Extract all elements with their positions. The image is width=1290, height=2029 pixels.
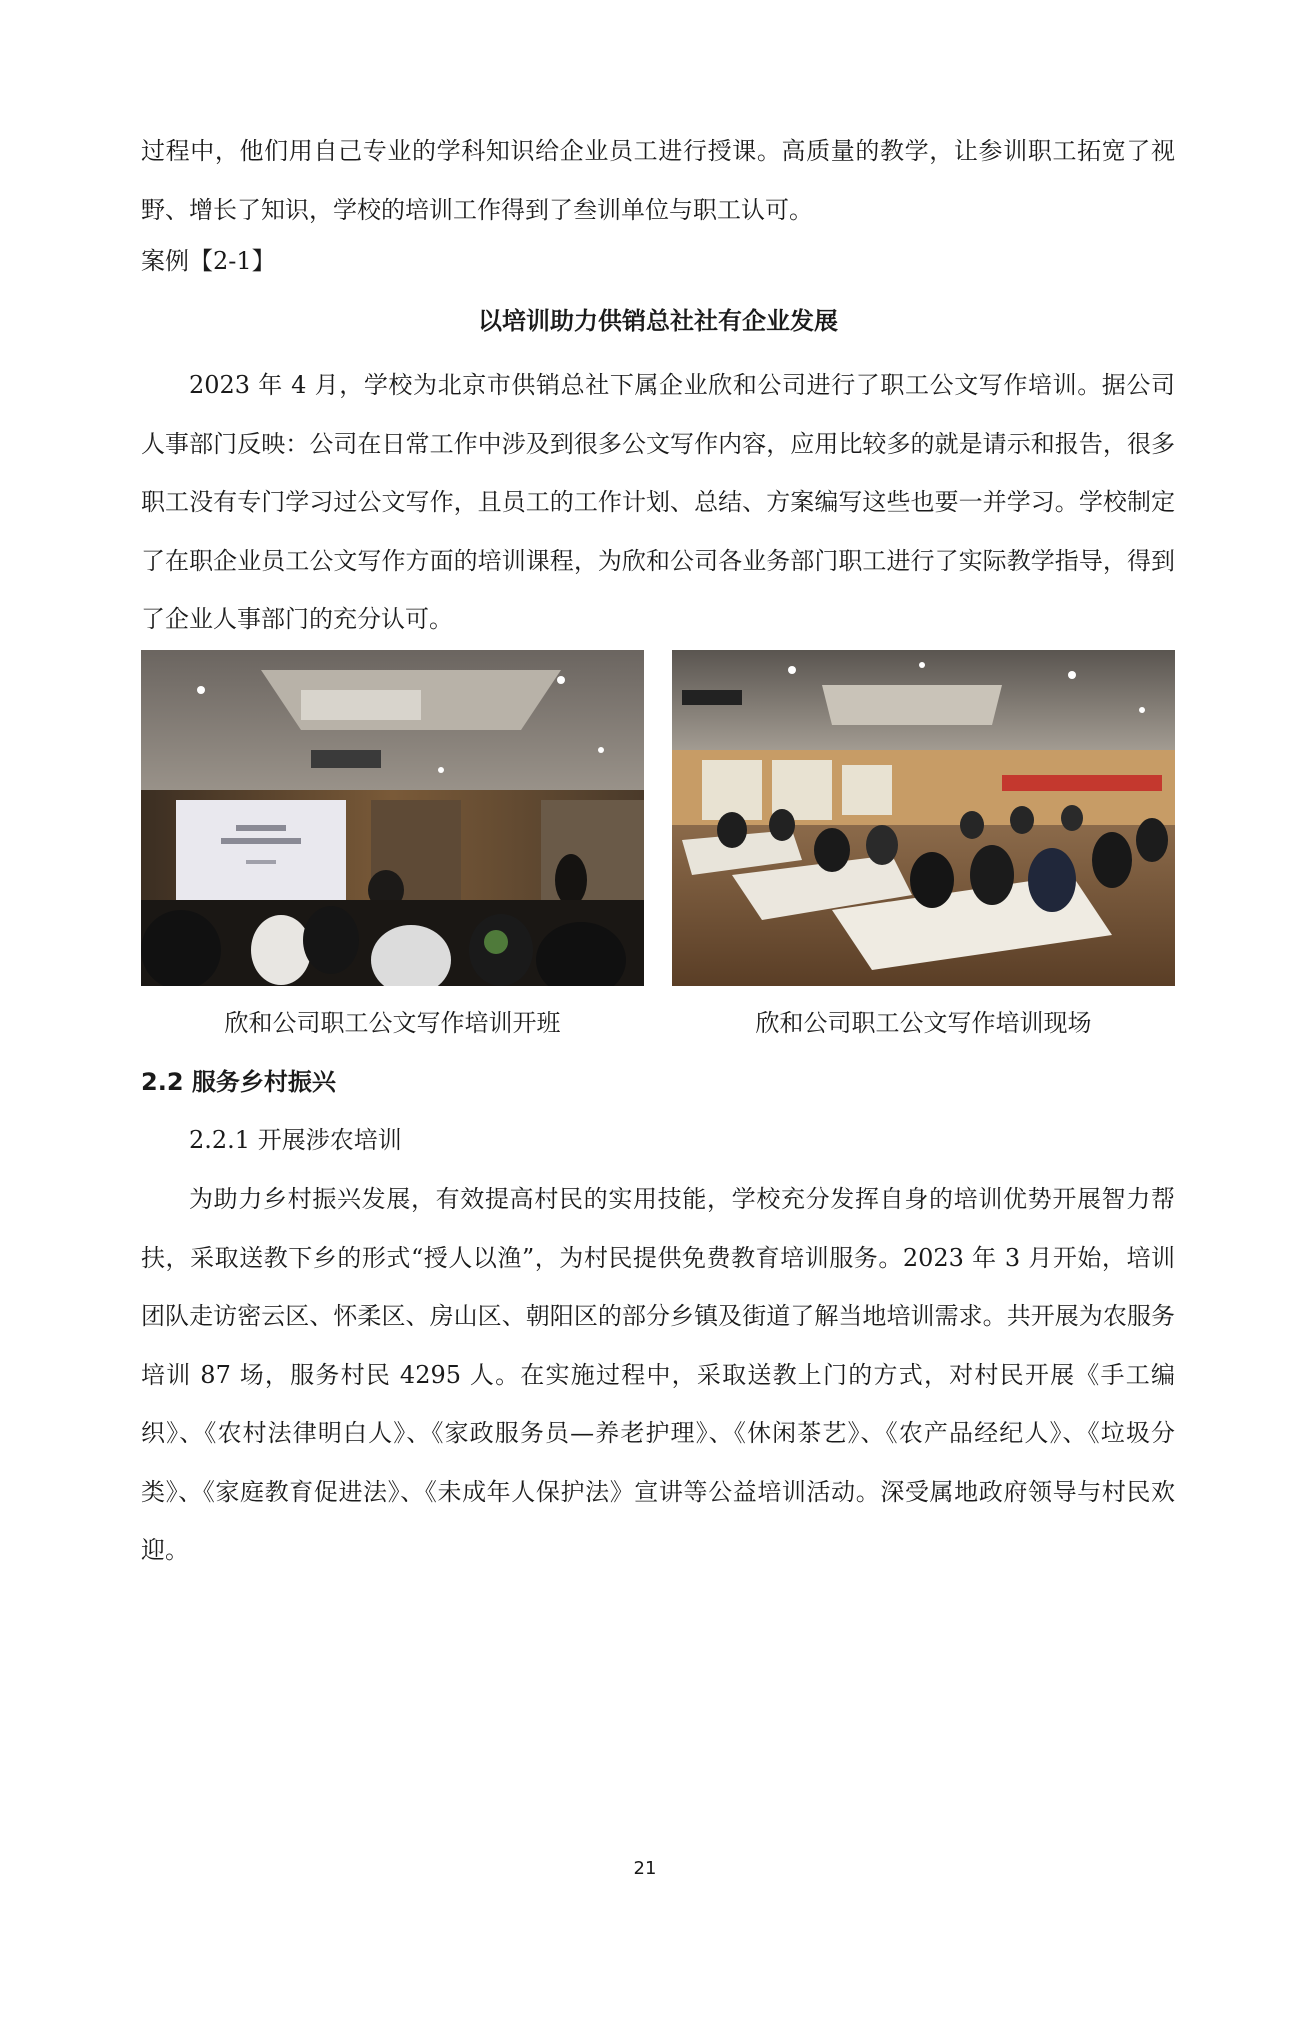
page-number: 21 <box>633 1858 657 1879</box>
case-paragraph: 2023 年 4 月，学校为北京市供销总社下属企业欣和公司进行了职工公文写作培训。据公司人事部门反映：公司在日常工作中涉及到很多公文写作内容，应用比较多的就是请示和报告，很多职工没有专门学习过公文写作，且员工的工作计划、总结、方案编写这些也要一并学习。学校制定了在职企业员工公文写作方面的培训课程，为欣和公司各业务部门职工进行了实际教学指导，得到了企业人事部门的充分认可。 <box>141 371 1175 633</box>
case-label: 案例【2-1】 <box>141 247 276 275</box>
photo-training-opening-image <box>141 650 644 986</box>
photo-training-scene <box>672 650 1175 986</box>
case-title: 以培训助力供销总社社有企业发展 <box>478 307 838 335</box>
rural-paragraph: 为助力乡村振兴发展，有效提高村民的实用技能，学校充分发挥自身的培训优势开展智力帮扶，采取送教下乡的形式“授人以渔”，为村民提供免费教育培训服务。2023 年 3 月开始，培训团队走访密云区、怀柔区、房山区、朝阳区的部分乡镇及街道了解当地培训需求。共开展为农服务培训 87 场，服务村民 4295 人。在实施过程中，采取送教上门的方式，对村民开展《手工编织》、《农村法律明白人》、《家政服务员—养老护理》、《休闲茶艺》、《农产品经纪人》、《垃圾分类》、《家庭教育促进法》、《未成年人保护法》宣讲等公益培训活动。深受属地政府领导与村民欢迎。 <box>141 1185 1175 1564</box>
photo-training-scene-image <box>672 650 1175 986</box>
photo-caption-opening: 欣和公司职工公文写作培训开班 <box>224 1009 561 1037</box>
photo-training-opening <box>141 650 644 986</box>
intro-paragraph: 过程中，他们用自己专业的学科知识给企业员工进行授课。高质量的教学，让参训职工拓宽了视野、增长了知识，学校的培训工作得到了叁训单位与职工认可。 <box>141 137 1175 224</box>
subsection-heading: 2.2.1 开展涉农培训 <box>189 1126 402 1154</box>
section-heading: 2.2 服务乡村振兴 <box>141 1068 336 1096</box>
photo-caption-scene: 欣和公司职工公文写作培训现场 <box>755 1009 1092 1037</box>
